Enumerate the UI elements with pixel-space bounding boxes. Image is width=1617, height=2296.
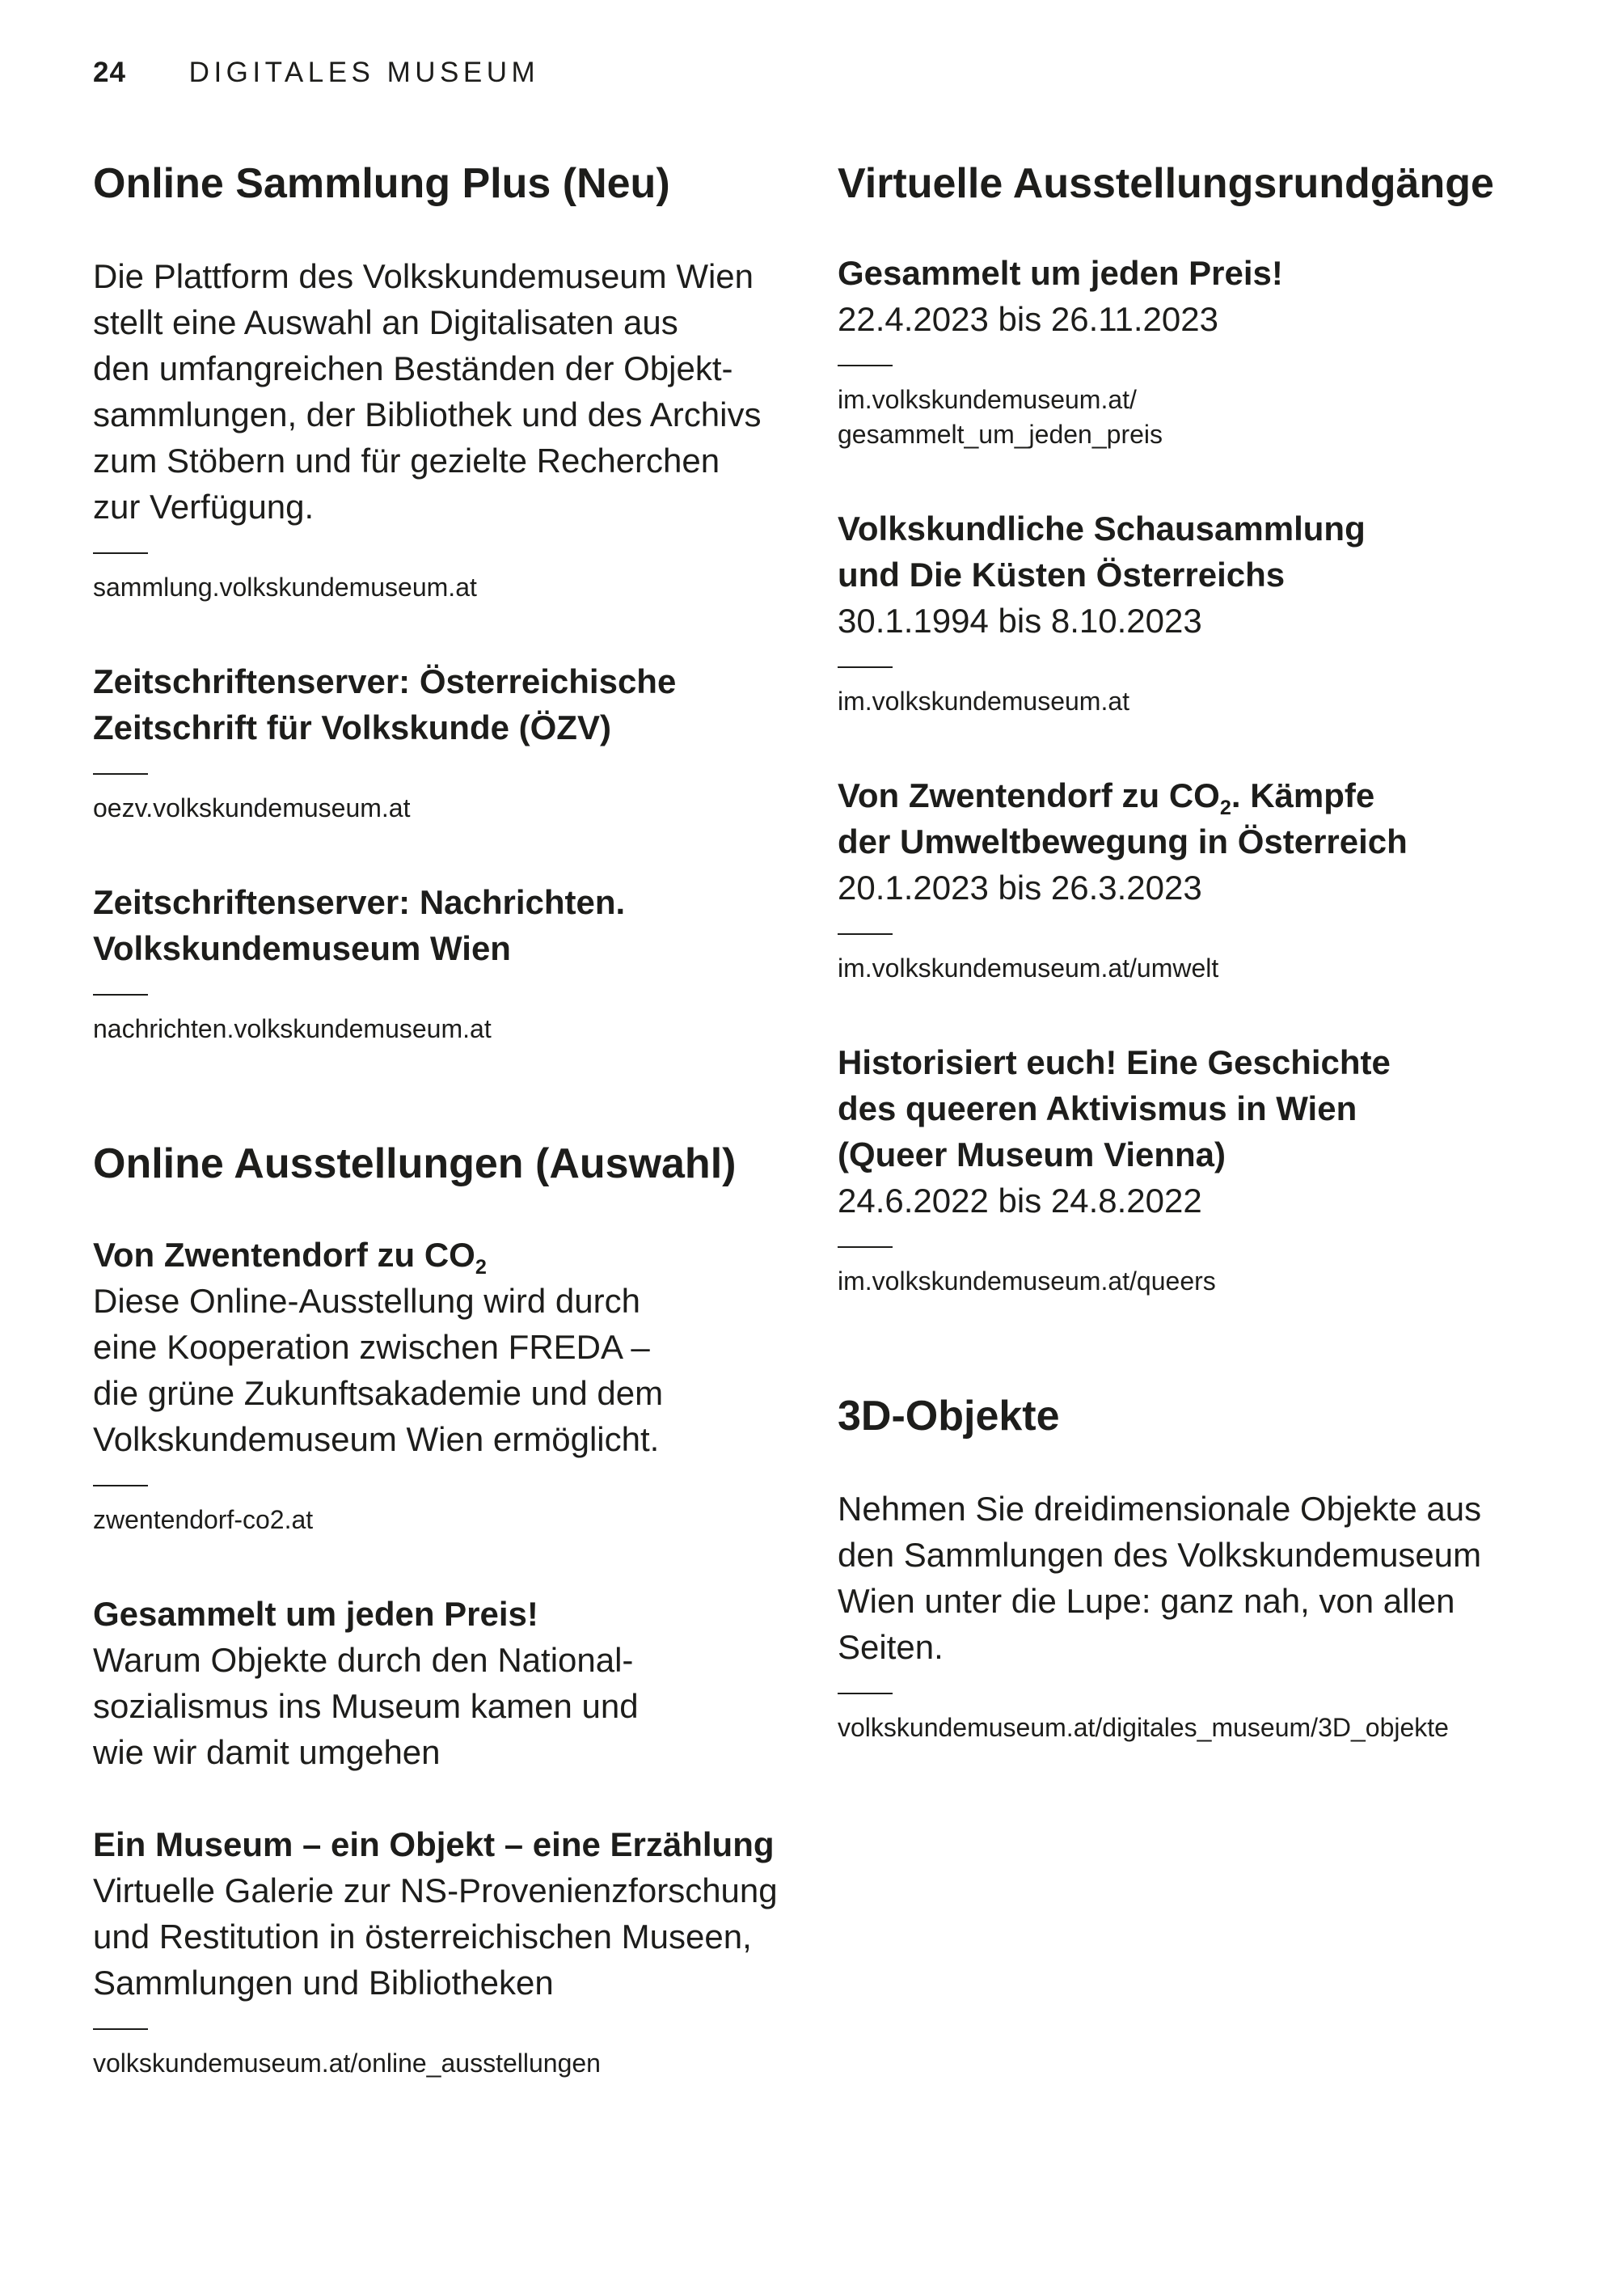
link-nachrichten[interactable]: nachrichten.volkskundemuseum.at [93,1014,492,1043]
heading-online-ausstellungen: Online Ausstellungen (Auswahl) [93,1140,737,1187]
link-oezv[interactable]: oezv.volkskundemuseum.at [93,793,411,822]
title-gesammelt: Gesammelt um jeden Preis! [93,1595,538,1633]
tour-title: Von Zwentendorf zu $CO_2$. Kämpfe der Umweltbewegung in Österreich [838,776,1408,860]
divider-rule [93,1485,148,1486]
tour-queers [838,1039,1565,1299]
title-ein-museum: Ein Museum – ein Objekt – eine Erzählung [93,1825,775,1863]
online-sammlung-description: Die Plattform des Volkskundemuseum Wien stellt eine Auswahl an Digitalisaten aus den umfangreichen Beständen der Objekt- sammlungen, der Bibliothek und des Archivs zum Stöbern und für gezielte Recherchen zur Verfügung. [93,257,762,526]
link-zwentendorf[interactable]: zwentendorf-co2.at [93,1505,314,1534]
tour-schausammlung [838,505,1565,719]
link-tour-gesammelt[interactable]: im.volkskundemuseum.at/ gesammelt_um_jeden_preis [838,385,1163,449]
link-tour-schausammlung[interactable]: im.volkskundemuseum.at [838,687,1130,716]
section-nachrichten [93,879,804,1047]
title-nachrichten: Zeitschriftenserver: Nachrichten. Volkskundemuseum Wien [93,883,626,967]
tour-dates: 20.1.2023 bis 26.3.2023 [838,869,1202,907]
title-zwentendorf: Von Zwentendorf zu $CO_2$ [93,1236,487,1279]
page-number: 24 [93,57,126,88]
section-online-sammlung [93,158,804,605]
tour-title: Gesammelt um jeden Preis! [838,254,1283,292]
heading-3d-objekte: 3D-Objekte [838,1393,1060,1440]
tour-dates: 24.6.2022 bis 24.8.2022 [838,1182,1202,1220]
link-3d-objekte[interactable]: volkskundemuseum.at/digitales_museum/3D_objekte [838,1713,1449,1742]
left-column [93,158,804,2081]
right-column [838,158,1565,1745]
link-tour-umwelt[interactable]: im.volkskundemuseum.at/umwelt [838,953,1219,983]
running-title: DIGITALES MUSEUM [188,57,540,88]
divider-rule [838,666,893,668]
running-header [93,57,539,89]
divider-rule [838,1693,893,1694]
entry-gesammelt [93,1591,804,1775]
zwentendorf-description: Diese Online-Ausstellung wird durch eine Kooperation zwischen FREDA – die grüne Zukunftsakademie und dem Volkskundemuseum Wien ermöglicht. [93,1282,664,1458]
divider-rule [838,1246,893,1248]
tour-umwelt [838,772,1565,986]
heading-rundgaenge: Virtuelle Ausstellungsrundgänge [838,160,1494,207]
entry-zwentendorf [93,1232,804,1537]
tour-dates: 22.4.2023 bis 26.11.2023 [838,300,1218,338]
divider-rule [838,365,893,366]
tour-gesammelt [838,250,1565,452]
3d-objekte-description: Nehmen Sie dreidimensionale Objekte aus den Sammlungen des Volkskundemuseum Wien unter die Lupe: ganz nah, von allen Seiten. [838,1490,1482,1666]
link-sammlung[interactable]: sammlung.volkskundemuseum.at [93,573,477,602]
gesammelt-description: Warum Objekte durch den National- sozialismus ins Museum kamen und wie wir damit umgehen [93,1641,639,1771]
title-oezv: Zeitschriftenserver: Österreichische Zeitschrift für Volkskunde (ÖZV) [93,662,677,746]
link-online-ausstellungen[interactable]: volkskundemuseum.at/online_ausstellungen [93,2049,601,2078]
section-oezv [93,658,804,826]
tour-title: Historisiert euch! Eine Geschichte des queeren Aktivismus in Wien (Queer Museum Vienna) [838,1043,1391,1173]
divider-rule [93,994,148,996]
divider-rule [838,933,893,935]
divider-rule [93,773,148,775]
divider-rule [93,552,148,554]
ein-museum-description: Virtuelle Galerie zur NS-Provenienzforschung und Restitution in österreichischen Museen, Sammlungen und Bibliotheken [93,1871,778,2002]
link-tour-queers[interactable]: im.volkskundemuseum.at/queers [838,1266,1216,1296]
tour-title: Volkskundliche Schausammlung und Die Küsten Österreichs [838,510,1366,594]
heading-online-sammlung: Online Sammlung Plus (Neu) [93,160,670,207]
divider-rule [93,2028,148,2030]
entry-ein-museum [93,1821,804,2081]
section-rundgaenge [838,158,1565,1299]
section-3d-objekte [838,1390,1565,1745]
tour-dates: 30.1.1994 bis 8.10.2023 [838,602,1202,640]
section-online-ausstellungen [93,1138,804,2081]
